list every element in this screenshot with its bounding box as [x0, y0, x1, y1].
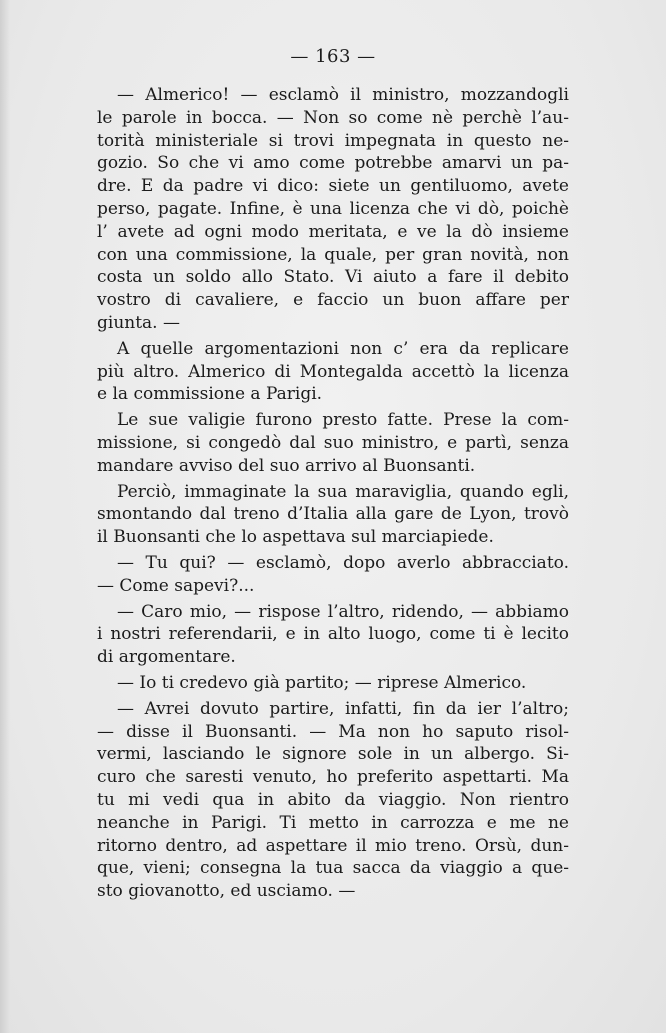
text-line: — Io ti credevo già partito; — riprese Almerico. [117, 672, 527, 693]
paragraph [97, 84, 569, 335]
text-line: gozio. So che vi amo come potrebbe amarvi un pa- [97, 153, 569, 174]
paragraph [97, 338, 569, 406]
text-line: torità ministeriale si trovi impegnata in questo ne- [97, 130, 569, 151]
text-line: di argomentare. [97, 647, 236, 668]
text-line: i nostri referendarii, e in alto luogo, come ti è lecito [97, 624, 569, 645]
text-line: missione, si congedò dal suo ministro, e partì, senza [97, 432, 569, 453]
text-line: — Caro mio, — rispose l’altro, ridendo, — abbiamo [117, 601, 569, 622]
text-line: curo che saresti venuto, ho preferito aspettarti. Ma [97, 767, 569, 788]
text-line: smontando dal treno d’Italia alla gare de Lyon, trovò [97, 504, 569, 525]
text-line: neanche in Parigi. Ti metto in carrozza e me ne [97, 812, 569, 833]
page-edge-shadow [0, 0, 10, 1033]
page-number: — 163 — [290, 46, 376, 67]
text-line: e la commissione a Parigi. [97, 384, 323, 405]
text-line: l’ avete ad ogni modo meritata, e ve la dò insieme [97, 221, 569, 242]
text-line: que, vieni; consegna la tua sacca da viaggio a que- [97, 858, 569, 879]
text-line: A quelle argomentazioni non c’ era da replicare [117, 338, 569, 359]
text-line: giunta. — [97, 312, 180, 333]
paragraph [97, 481, 569, 549]
text-line: perso, pagate. Infine, è una licenza che vi dò, poichè [97, 198, 569, 219]
text-line: costa un soldo allo Stato. Vi aiuto a fare il debito [97, 267, 569, 288]
paragraph [97, 601, 569, 669]
paragraph [97, 409, 569, 477]
text-line: — disse il Buonsanti. — Ma non ho saputo risol- [97, 721, 569, 742]
text-line: il Buonsanti che lo aspettava sul marciapiede. [97, 527, 494, 548]
paragraph [97, 672, 569, 695]
paragraph [97, 698, 569, 903]
text-line: Le sue valigie furono presto fatte. Prese la com- [117, 410, 569, 431]
text-line: Perciò, immaginate la sua maraviglia, quando egli, [117, 481, 569, 502]
text-line: mandare avviso del suo arrivo al Buonsanti. [97, 455, 476, 476]
paragraph [97, 552, 569, 598]
text-line: sto giovanotto, ed usciamo. — [97, 881, 356, 902]
text-line: più altro. Almerico di Montegalda accettò la licenza [97, 361, 569, 382]
text-line: le parole in bocca. — Non so come nè perchè l’au- [97, 107, 569, 128]
text-line: — Almerico! — esclamò il ministro, mozzandogli [117, 85, 569, 105]
text-line: con una commissione, la quale, per gran novità, non [97, 244, 569, 265]
text-line: — Come sapevi?... [97, 575, 255, 596]
text-line: vermi, lasciando le signore sole in un albergo. Si- [97, 744, 569, 765]
text-line: — Tu qui? — esclamò, dopo averlo abbracciato. [117, 552, 569, 573]
text-line: ritorno dentro, ad aspettare il mio treno. Orsù, dun- [97, 835, 569, 856]
text-line: — Avrei dovuto partire, infatti, fin da ier l’altro; [117, 698, 569, 719]
text-line: vostro di cavaliere, e faccio un buon affare per [97, 290, 569, 311]
text-line: tu mi vedi qua in abito da viaggio. Non rientro [97, 789, 569, 810]
body-text [97, 84, 569, 906]
text-line: dre. E da padre vi dico: siete un gentiluomo, avete [97, 176, 569, 197]
